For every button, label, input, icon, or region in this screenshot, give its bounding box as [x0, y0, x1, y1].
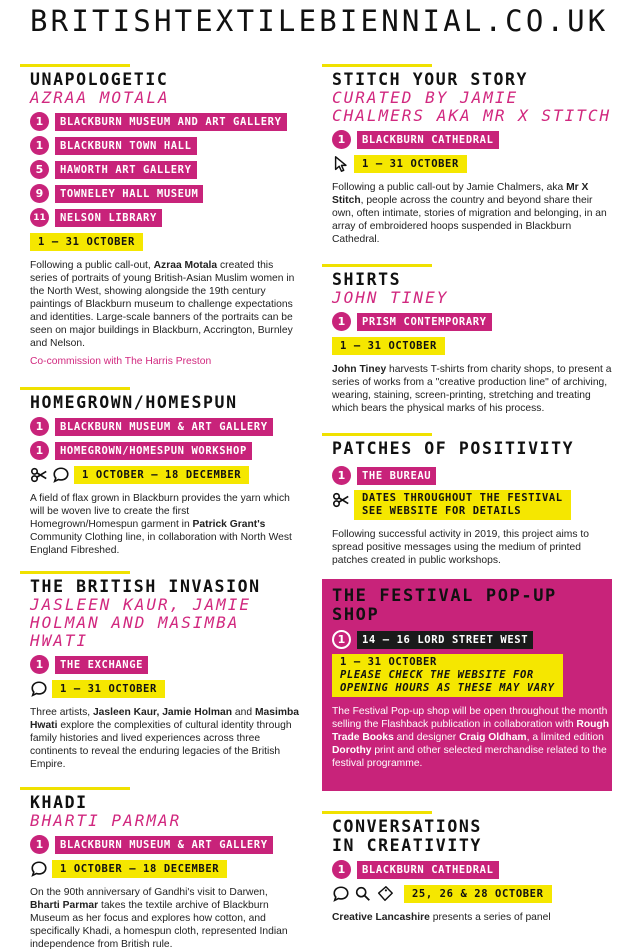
section-title: THE FESTIVAL POP-UP SHOP [332, 586, 557, 625]
scissors-icon [332, 491, 350, 509]
venue-row [20, 655, 300, 674]
date-row [322, 336, 612, 355]
date-label: 1 OCTOBER – 18 DECEMBER [74, 466, 249, 484]
venue-label: BLACKBURN TOWN HALL [55, 137, 197, 155]
description: On the 90th anniversary of Gandhi's visit to Darwen, Bharti Parmar takes the textile archive of Blackburn Museum as her focus and explores how cotton, and specifically Khadi, a homespun cloth, represented Indian independence from British rule. [30, 887, 288, 950]
date-row [20, 465, 300, 484]
venue-row [20, 184, 300, 203]
section-title: SHIRTS [332, 270, 402, 289]
venue-number-badge: 1 [30, 112, 49, 131]
date-row [20, 232, 300, 251]
description: John Tiney harvests T-shirts from charity shops, to present a series of works from a "creative production line" of archiving, wearing, staining, screen-printing, stretching and treating which bears the physical marks of his process. [332, 364, 612, 414]
description: The Festival Pop-up shop will be open throughout the month selling the Flashback publication in collaboration with Rough Trade Books and designer Craig Oldham, a limited edition Dorothy print and other selected merchandise related to the festival programme. [332, 706, 610, 769]
venue-label: HOMEGROWN/HOMESPUN WORKSHOP [55, 442, 252, 460]
section-shirts [322, 264, 612, 415]
speech-bubble-icon [332, 885, 350, 903]
venue-row [322, 860, 612, 879]
date-row [322, 154, 612, 173]
venue-number-badge: 1 [332, 130, 351, 149]
speech-bubble-icon [30, 680, 48, 698]
section-title: PATCHES OF POSITIVITY [332, 439, 575, 458]
cursor-icon [332, 155, 350, 173]
venue-number-badge: 5 [30, 160, 49, 179]
speech-bubble-icon [30, 860, 48, 878]
venue-label: HAWORTH ART GALLERY [55, 161, 197, 179]
artist-name: CURATED BY JAMIE CHALMERS AKA MR X STITCH [332, 88, 612, 125]
speech-bubble-icon [52, 466, 70, 484]
description: Following successful activity in 2019, this project aims to spread positive messages using the medium of printed patches created in public workshops. [332, 529, 589, 566]
venue-row [322, 130, 612, 149]
date-label: 25, 26 & 28 OCTOBER [404, 885, 552, 903]
venue-number-badge: 1 [30, 441, 49, 460]
date-label: DATES THROUGHOUT THE FESTIVAL SEE WEBSITE FOR DETAILS [354, 490, 571, 520]
venue-row [20, 441, 300, 460]
venue-number-badge: 1 [332, 860, 351, 879]
artist-bold: Mr X Stitch [332, 182, 589, 206]
venue-label: BLACKBURN CATHEDRAL [357, 861, 499, 879]
section-title: THE BRITISH INVASION [30, 577, 261, 596]
section-khadi [20, 787, 300, 950]
section-title: UNAPOLOGETIC [30, 70, 169, 89]
artist-name: BHARTI PARMAR [30, 811, 182, 830]
section-title: KHADI [30, 793, 88, 812]
section-title: CONVERSATIONS IN CREATIVITY [332, 817, 482, 855]
date-row [20, 859, 300, 878]
venue-number-badge: 1 [332, 630, 351, 649]
venue-row [20, 208, 300, 227]
venue-number-badge: 1 [30, 417, 49, 436]
artist-name: JASLEEN KAUR, JAMIE HOLMAN AND MASIMBA HWATI [30, 595, 252, 650]
date-label: 1 – 31 OCTOBER [332, 337, 445, 355]
venue-label: THE BUREAU [357, 467, 436, 485]
venue-number-badge: 1 [30, 136, 49, 155]
section-title: STITCH YOUR STORY [332, 70, 529, 89]
venue-row [20, 417, 300, 436]
left-column [20, 64, 300, 950]
venue-row [322, 466, 612, 485]
venue-number-badge: 1 [30, 655, 49, 674]
venue-row [20, 136, 300, 155]
venue-label: TOWNELEY HALL MUSEUM [55, 185, 203, 203]
co-commission-credit: Co-commission with The Harris Preston [30, 356, 212, 367]
venue-number-badge: 11 [30, 208, 49, 227]
artist-name: AZRAA MOTALA [30, 88, 170, 107]
site-url: BRITISHTEXTILEBIENNIAL.CO.UK [30, 4, 609, 38]
description: Three artists, Jasleen Kaur, Jamie Holman and Masimba Hwati explore the complexities of cultural identity through family histories and lived experiences across three continents to reveal the enduring legacies of the British Empire. [30, 707, 300, 770]
date-label: 1 – 31 OCTOBER [30, 233, 143, 251]
artist-bold: Masimba Hwati [30, 707, 300, 731]
section-festival-pop-up-shop [322, 579, 612, 791]
venue-row [322, 312, 612, 331]
venue-number-badge: 1 [332, 466, 351, 485]
date-label: 1 OCTOBER – 18 DECEMBER [52, 860, 227, 878]
artist-bold: Patrick Grant's [192, 519, 266, 530]
description: Following a public call-out, Azraa Motala created this series of portraits of young British-Asian Muslim women in the North West, showing alongside the 19th century paintings of Blackburn museum to challenge expectations and identities. Large-scale banners of the portraits can be seen on major buildings in Blackburn, Accrington, Burnley and Nelson. [30, 260, 295, 349]
venue-label: THE EXCHANGE [55, 656, 148, 674]
description: Creative Lancashire presents a series of panel [332, 912, 551, 923]
venue-label: 14 – 16 LORD STREET WEST [357, 631, 533, 649]
description: A field of flax grown in Blackburn provides the yarn which will be woven live to create the first Homegrown/Homespun garment in Patrick Grant's Community Clothing line, in collaboration with North West England Fibreshed. [30, 493, 292, 556]
ticket-icon [376, 885, 394, 903]
date-row [20, 679, 300, 698]
section-stitch-your-story [322, 64, 612, 246]
scissors-icon [30, 466, 48, 484]
venue-row [20, 835, 300, 854]
date-label: 1 – 31 OCTOBER [354, 155, 467, 173]
artist-bold: Bharti Parmar [30, 900, 99, 911]
section-homegrown [20, 387, 300, 557]
venue-label: BLACKBURN MUSEUM & ART GALLERY [55, 418, 273, 436]
artist-bold: Creative Lancashire [332, 912, 430, 923]
right-column [322, 64, 612, 924]
venue-label: PRISM CONTEMPORARY [357, 313, 492, 331]
section-conversations-in-creativity [322, 811, 612, 924]
venue-label: BLACKBURN CATHEDRAL [357, 131, 499, 149]
artist-bold: John Tiney [332, 364, 387, 375]
section-british-invasion [20, 571, 300, 771]
artist-bold: Jasleen Kaur, Jamie Holman [92, 707, 233, 718]
description: Following a public call-out by Jamie Chalmers, aka Mr X Stitch, people across the country and beyond share their own, often intimate, stories of migration and belonging, in an array of embroidered hoops suspended in Blackburn Cathedral. [332, 182, 607, 245]
section-title: HOMEGROWN/HOMESPUN [30, 393, 238, 412]
venue-row [20, 112, 300, 131]
artist-bold: Azraa Motala [153, 260, 218, 271]
venue-row [20, 160, 300, 179]
date-row [322, 490, 612, 520]
venue-label: NELSON LIBRARY [55, 209, 162, 227]
venue-number-badge: 9 [30, 184, 49, 203]
venue-label: BLACKBURN MUSEUM & ART GALLERY [55, 836, 273, 854]
venue-number-badge: 1 [30, 835, 49, 854]
date-row [322, 884, 612, 903]
section-unapologetic [20, 64, 300, 367]
venue-row [322, 630, 612, 649]
magnifier-icon [354, 885, 372, 903]
venue-number-badge: 1 [332, 312, 351, 331]
section-patches-of-positivity [322, 433, 612, 567]
venue-label: BLACKBURN MUSEUM AND ART GALLERY [55, 113, 287, 131]
date-label: 1 – 31 OCTOBER PLEASE CHECK THE WEBSITE FOR OPENING HOURS AS THESE MAY VARY [332, 654, 563, 697]
date-label: 1 – 31 OCTOBER [52, 680, 165, 698]
artist-name: JOHN TINEY [332, 288, 449, 307]
